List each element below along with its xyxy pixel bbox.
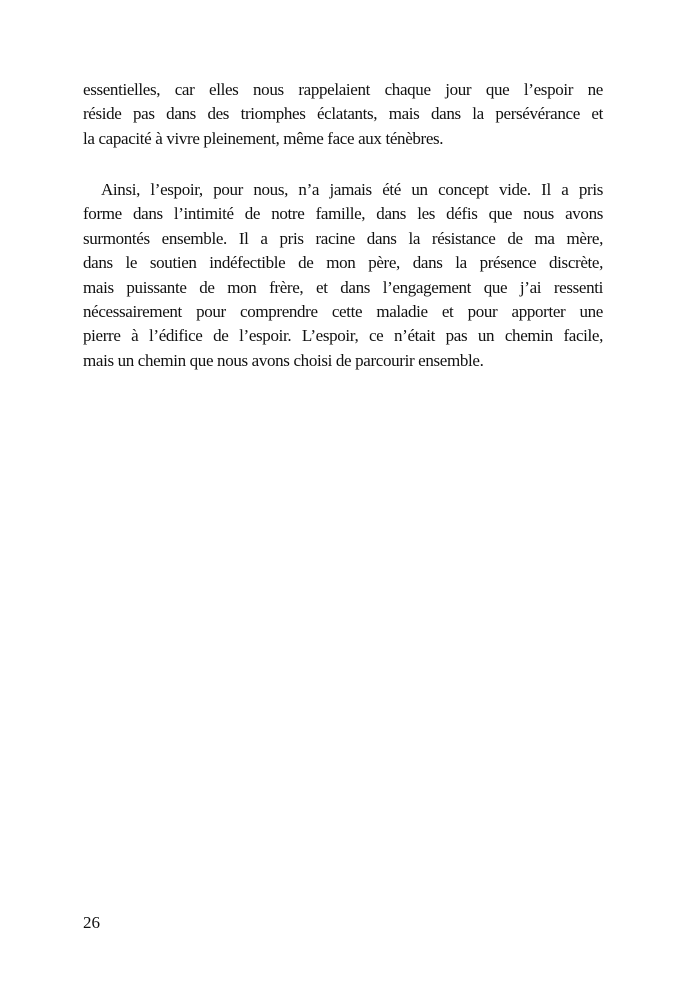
text-line: dans le soutien indéfectible de mon père, dans la présence discrète, [83, 253, 603, 273]
paragraph [83, 178, 603, 373]
text-line: nécessairement pour comprendre cette maladie et pour apporter une [83, 301, 603, 321]
text-line: essentielles, car elles nous rappelaient chaque jour que l’espoir ne [83, 80, 603, 99]
text-line: la capacité à vivre pleinement, même face aux ténèbres. [83, 128, 444, 148]
text-line: mais un chemin que nous avons choisi de parcourir ensemble. [83, 350, 484, 370]
text-line: forme dans l’intimité de notre famille, dans les défis que nous avons [83, 204, 603, 224]
text-line: Ainsi, l’espoir, pour nous, n’a jamais été un concept vide. Il a pris [101, 180, 603, 199]
text-line: réside pas dans des triomphes éclatants, mais dans la persévérance et [83, 104, 603, 124]
text-line: pierre à l’édifice de l’espoir. L’espoir, ce n’était pas un chemin facile, [83, 326, 603, 346]
text-line: mais puissante de mon frère, et dans l’engagement que j’ai ressenti [83, 277, 603, 297]
paragraph [83, 78, 603, 151]
page-number: 26 [83, 913, 100, 932]
text-line: surmontés ensemble. Il a pris racine dans la résistance de ma mère, [83, 228, 603, 248]
